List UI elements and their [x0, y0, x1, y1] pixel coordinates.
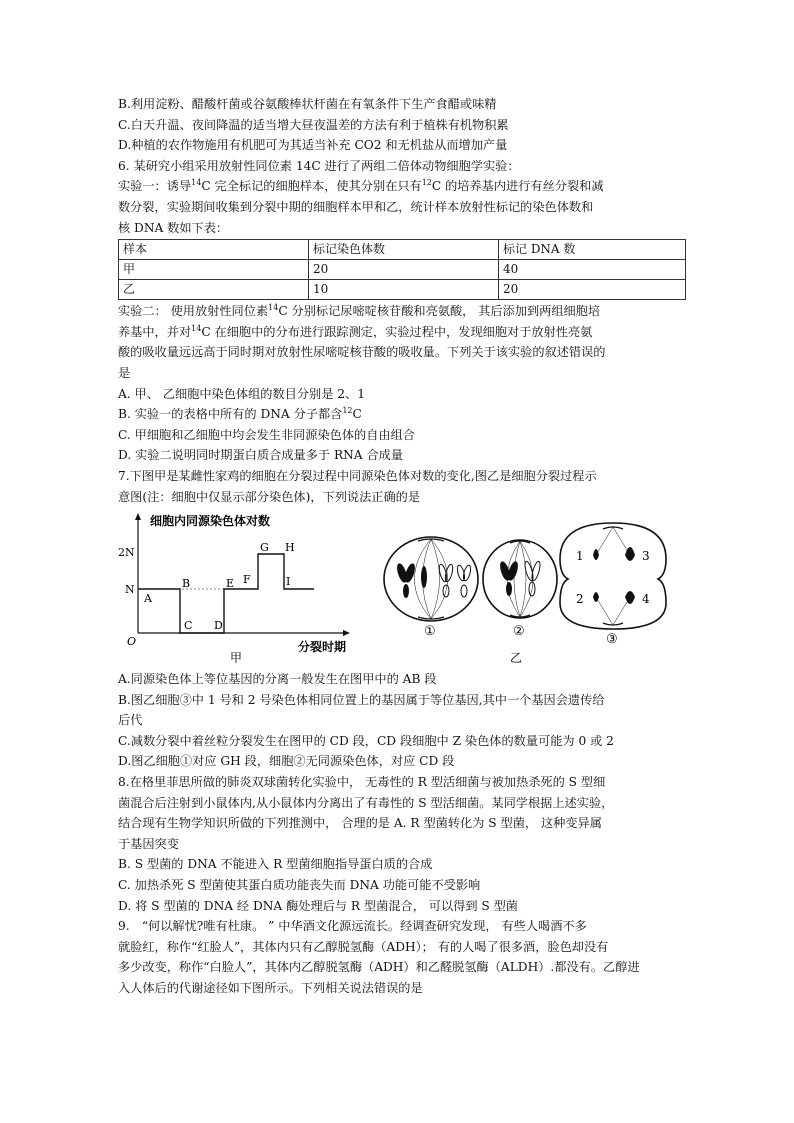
table-cell: 20 — [309, 260, 499, 280]
q7-stem-line2: 意图(注：细胞中仅显示部分染色体)，下列说法正确的是 — [118, 489, 421, 504]
cell-3 — [560, 523, 666, 647]
q9-stem-line4: 入人体后的代谢途径如下图所示。下列相关说法错误的是 — [118, 981, 423, 995]
q8-option-b: B. S 型菌的 DNA 不能进入 R 型菌细胞指导蛋白质的合成 — [118, 857, 433, 872]
point-f: F — [243, 573, 251, 587]
q7-option-b-line1: B.图乙细胞③中 1 号和 2 号染色体相同位置上的基因属于等位基因,其中一个基因会遗传给 — [118, 692, 605, 707]
cell-2 — [483, 540, 557, 639]
q7-option-c: C.减数分裂中着丝粒分裂发生在图甲的 CD 段，CD 段细胞中 Z 染色体的数量可能为 0 或 2 — [118, 733, 614, 748]
point-g: G — [260, 541, 269, 555]
table-row — [119, 260, 686, 280]
graph-title: 细胞内同源染色体对数 — [150, 514, 271, 529]
q8-stem-line1: 8.在格里菲思所做的肺炎双球菌转化实验中， 无毒性的 R 型活细菌与被加热杀死的 S 型细 — [118, 775, 606, 790]
caption-yi: 乙 — [510, 651, 523, 664]
q8-option-d: D. 将 S 型菌的 DNA 经 DNA 酶处理后与 R 型菌混合， 可以得到 S 型菌 — [118, 898, 518, 913]
q9-stem-line2: 就脸红，称作“红脸人”，其体内只有乙醇脱氢酶（ADH）； 有的人喝了很多酒，脸色却没有 — [118, 939, 609, 954]
table-cell: 10 — [309, 280, 499, 300]
origin-label: O — [127, 635, 137, 649]
y-axis-arrow-icon — [135, 513, 141, 520]
cell-3-spindle — [596, 527, 630, 625]
homolog-pair-curve — [138, 554, 314, 633]
q7-option-b-line2: 后代 — [118, 713, 143, 728]
table-header-cell: 标记染色体数 — [309, 240, 499, 260]
q7-option-a: A.同源染色体上等位基因的分离一般发生在图甲中的 AB 段 — [118, 672, 437, 687]
q6-exp2-line3: 酸的吸收量远远高于同时期对放射性尿嘧啶核苷酸的吸收量。下列关于该实验的叙述错误的 — [118, 345, 606, 360]
point-d: D — [214, 619, 223, 633]
chrom-label-3: 3 — [642, 549, 650, 564]
q7-stem-line1: 7.下图甲是某雌性家鸡的细胞在分裂过程中同源染色体对数的变化,图乙是细胞分裂过程示 — [118, 468, 597, 483]
cell-1-chromosomes — [395, 562, 427, 598]
document-page — [118, 94, 686, 999]
q7-option-d: D.图乙细胞①对应 GH 段，细胞②无同源染色体，对应 CD 段 — [118, 754, 455, 769]
cell-1 — [384, 537, 478, 639]
point-a: A — [144, 592, 152, 606]
table-cell: 20 — [499, 280, 686, 300]
table-cell: 甲 — [119, 260, 309, 280]
caption-jia: 甲 — [230, 651, 243, 664]
q6-option-a: A. 甲、 乙细胞中染色体组的数目分别是 2、1 — [118, 386, 365, 401]
point-h: H — [285, 541, 295, 555]
q6-exp2-line1: 实验二： 使用放射性同位素$^{14}$C 分别标记尿嘧啶核苷酸和亮氨酸， 其后添加到两组细胞培 — [118, 303, 601, 319]
q8-stem-line3: 结合现有生物学知识所做的下列推测中， 合理的是 A. R 型菌转化为 S 型菌， 这种变异属 — [118, 816, 602, 831]
cell-2-label: ② — [513, 624, 525, 640]
point-b: B — [182, 577, 191, 591]
q6-exp1-line1: 实验一：诱导$^{14}$C 完全标记的细胞样本，使其分别在只有$^{12}$C 的培养基内进行有丝分裂和减 — [118, 178, 604, 194]
q6-exp2-line4: 是 — [118, 365, 131, 380]
point-c: C — [184, 619, 193, 633]
q5-option-b: B.利用淀粉、醋酸杆菌或谷氨酸棒状杆菌在有氧条件下生产食醋或味精 — [118, 97, 497, 111]
q6-exp1-line3: 核 DNA 数如下表： — [118, 220, 229, 235]
cell-1-label: ① — [424, 624, 436, 640]
q6-exp2-line2: 养基中，并对$^{14}$C 在细胞中的分布进行跟踪测定，实验过程中，发现细胞对于放射性亮氨 — [118, 323, 593, 339]
q5-option-c: C.白天升温、夜间降温的适当增大昼夜温差的方法有利于植株有机物积累 — [118, 117, 509, 132]
x-axis-label: 分裂时期 — [298, 640, 347, 655]
q6-stem: 6. 某研究小组采用放射性同位素 14C 进行了两组二倍体动物细胞学实验： — [118, 158, 520, 173]
q6-results-table — [118, 239, 686, 300]
q5-option-d: D.种植的农作物施用有机肥可为其适当补充 CO2 和无机盐从而增加产量 — [118, 138, 508, 153]
cell-2-chromosomes — [498, 560, 520, 596]
q7-figure — [118, 511, 686, 663]
q8-option-c: C. 加热杀死 S 型菌使其蛋白质功能丧失而 DNA 功能可能不受影响 — [118, 878, 481, 893]
cell-3-chromosomes — [593, 547, 635, 604]
chrom-label-1: 1 — [576, 549, 584, 564]
q7-figure-svg — [118, 511, 686, 663]
q9-stem-line1: 9. “何以解忧?唯有杜康。 ” 中华酒文化源远流长。经调查研究发现， 有些人喝酒不多 — [118, 919, 587, 934]
table-header-cell: 样本 — [119, 240, 309, 260]
y-tick-2n: 2N — [118, 546, 135, 560]
q8-stem-line2: 菌混合后注射到小鼠体内,从小鼠体内分离出了有毒性的 S 型活细菌。某同学根据上述实验， — [118, 795, 614, 810]
q6-option-c: C. 甲细胞和乙细胞中均会发生非同源染色体的自由组合 — [118, 427, 415, 442]
point-e: E — [226, 577, 235, 591]
chrom-label-4: 4 — [642, 592, 650, 607]
cell-1-chromosomes-open — [438, 564, 472, 597]
cell-2-membrane — [483, 540, 557, 618]
q6-exp1-line2: 数分裂，实验期间收集到分裂中期的细胞样本甲和乙，统计样本放射性标记的染色体数和 — [118, 199, 594, 214]
table-header-row — [119, 240, 686, 260]
x-axis-arrow-icon — [343, 630, 350, 636]
chrom-label-2: 2 — [576, 592, 584, 607]
q6-option-b: B. 实验一的表格中所有的 DNA 分子都含$^{12}$C — [118, 406, 362, 422]
cell-3-label: ③ — [606, 632, 618, 648]
table-header-cell: 标记 DNA 数 — [499, 240, 686, 260]
table-cell: 40 — [499, 260, 686, 280]
point-i: I — [286, 575, 291, 589]
y-tick-n: N — [125, 583, 135, 597]
cell-3-membrane — [560, 523, 666, 629]
q6-option-d: D. 实验二说明同时期蛋白质合成量多于 RNA 合成量 — [118, 448, 404, 463]
table-cell: 乙 — [119, 280, 309, 300]
q8-stem-line4: 于基因突变 — [118, 836, 179, 851]
graph-jia — [118, 513, 350, 663]
table-row — [119, 280, 686, 300]
q9-stem-line3: 多少改变，称作“白脸人”，其体内乙醇脱氢酶（ADH）和乙醛脱氢酶（ALDH）.都没有。乙醇进 — [118, 960, 640, 975]
